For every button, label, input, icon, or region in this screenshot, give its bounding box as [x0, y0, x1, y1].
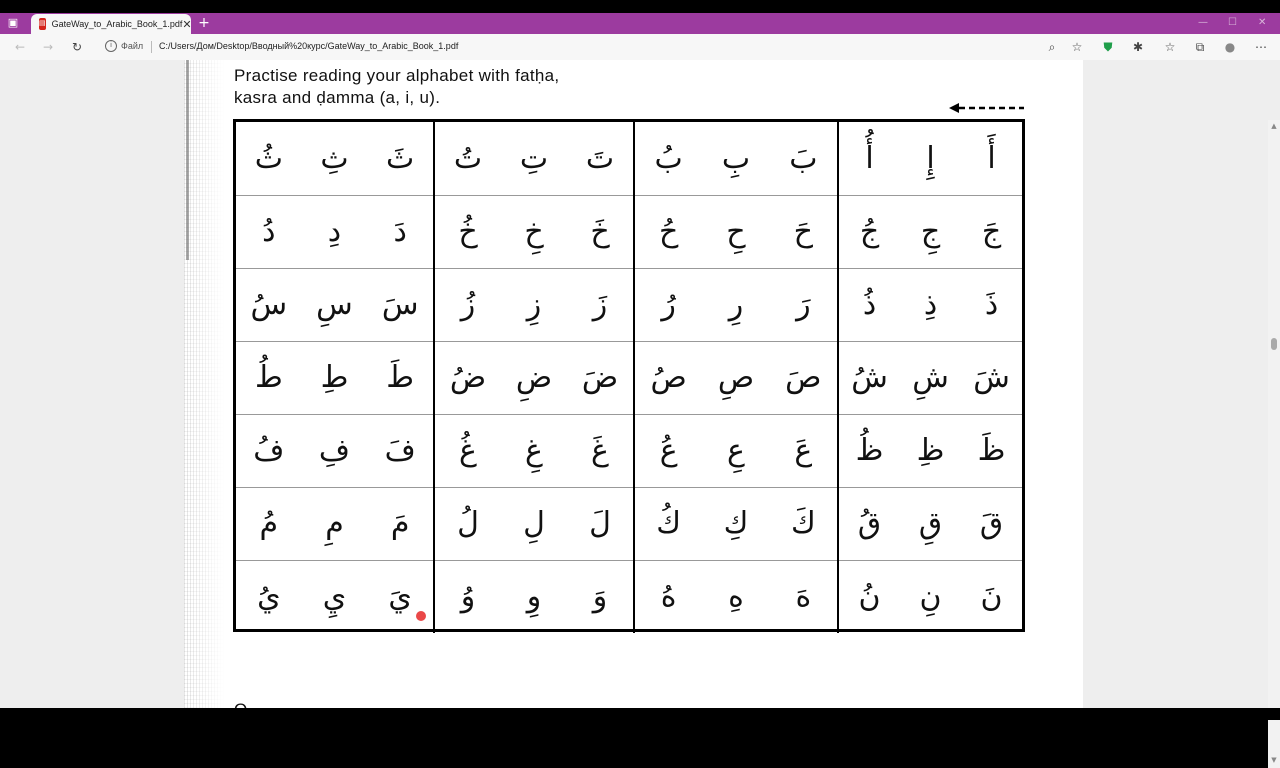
refresh-icon[interactable]: ↻ [71, 40, 83, 54]
letter-cell: ظُ [855, 432, 884, 468]
letter-cell: طِ [320, 359, 349, 395]
zoom-icon[interactable]: ⌕ [1048, 40, 1056, 54]
table-row [236, 414, 1022, 488]
favorites-icon[interactable]: ☆ [1164, 40, 1176, 54]
taskbar [0, 708, 1280, 720]
letter-cell: هَ [795, 578, 812, 614]
letter-cell: دُ [262, 213, 276, 249]
instruction-line-2: kasra and ḍamma (a, i, u). [234, 88, 441, 107]
letter-cell: شَ [973, 359, 1010, 395]
letter-cell: رِ [728, 286, 744, 322]
browser-toolbar [0, 34, 1280, 61]
letter-cell: فَ [384, 432, 416, 468]
letter-group [236, 487, 435, 560]
scroll-thumb[interactable] [1271, 338, 1277, 350]
letter-cell: طُ [254, 359, 283, 395]
letter-cell: مُ [259, 505, 279, 541]
tab-close-icon[interactable]: ✕ [182, 17, 192, 31]
letter-cell: خِ [524, 213, 544, 249]
back-icon[interactable]: ← [14, 40, 26, 54]
letter-cell: ضُ [449, 359, 487, 395]
letter-group [839, 414, 1022, 487]
letter-cell: رُ [661, 286, 676, 322]
shield-extension-icon[interactable]: ⛊ [1103, 40, 1113, 54]
letter-cell: بِ [721, 140, 751, 176]
menu-icon[interactable]: ⋯ [1255, 40, 1267, 54]
scroll-up-icon[interactable]: ▲ [1271, 122, 1277, 130]
letter-cell: ظِ [916, 432, 945, 468]
letter-cell: ذُ [862, 286, 877, 322]
pdf-page [184, 60, 1083, 708]
letter-group [435, 122, 635, 195]
vertical-scrollbar[interactable] [1268, 120, 1280, 768]
letter-cell: خَ [590, 213, 610, 249]
scan-shadow [184, 60, 224, 708]
site-info-button[interactable] [105, 40, 143, 52]
tab-actions-icon[interactable]: ▣ [7, 16, 19, 29]
letter-group [635, 560, 839, 633]
letter-cell: لُ [457, 505, 479, 541]
letter-cell: جِ [920, 213, 941, 249]
new-tab-button[interactable]: + [198, 15, 210, 31]
scan-edge-line [186, 60, 189, 260]
pdf-viewer [0, 60, 1280, 764]
site-info-label: Файл [121, 41, 144, 51]
letter-cell: هُ [660, 578, 677, 614]
letter-group [635, 122, 839, 195]
minimize-icon[interactable]: — [1198, 17, 1208, 28]
table-row [236, 560, 1022, 633]
table-row [236, 341, 1022, 415]
table-row [236, 122, 1022, 196]
letter-cell: ذَ [984, 286, 999, 322]
letter-cell: دِ [327, 213, 342, 249]
letter-cell: نِ [919, 578, 942, 614]
letter-group [635, 268, 839, 341]
letter-cell: زِ [526, 286, 542, 322]
alphabet-table [233, 119, 1025, 632]
letter-group [435, 195, 635, 268]
letter-cell: ضِ [515, 359, 553, 395]
letter-cell: غُ [459, 432, 477, 468]
letter-cell: صَ [785, 359, 822, 395]
letter-cell: غِ [525, 432, 543, 468]
letter-cell: بَ [789, 140, 818, 176]
letter-cell: صُ [650, 359, 687, 395]
letter-cell: رَ [796, 286, 811, 322]
letter-cell: وِ [526, 578, 542, 614]
letter-group [435, 341, 635, 414]
letter-cell: وُ [460, 578, 476, 614]
letter-cell: جُ [859, 213, 880, 249]
letter-cell: ثُ [254, 140, 283, 176]
letter-cell: عُ [659, 432, 678, 468]
letter-cell: قِ [918, 505, 943, 541]
address-divider [151, 41, 152, 53]
letter-cell: زَ [592, 286, 608, 322]
letter-cell: كِ [723, 505, 749, 541]
reading-direction-arrow-icon [949, 103, 1024, 113]
letter-cell: يَ [388, 578, 412, 614]
letter-cell: عَ [794, 432, 813, 468]
letter-cell: ظَ [977, 432, 1006, 468]
letter-cell: مَ [390, 505, 410, 541]
letter-group [435, 560, 635, 633]
letter-cell: ثَ [386, 140, 415, 176]
info-icon: i [105, 40, 117, 52]
letter-cell: هِ [728, 578, 744, 614]
letter-group [635, 341, 839, 414]
letter-cell: حُ [658, 213, 679, 249]
letter-group [839, 560, 1022, 633]
letter-cell: شِ [912, 359, 949, 395]
letter-group [435, 414, 635, 487]
letter-group [839, 122, 1022, 195]
instruction-text [234, 65, 734, 109]
profile-avatar[interactable]: ● [1224, 40, 1236, 54]
letter-cell: كَ [790, 505, 816, 541]
table-row [236, 195, 1022, 269]
letter-cell: أُ [865, 140, 874, 176]
letter-cell: حِ [726, 213, 746, 249]
letter-cell: زُ [460, 286, 476, 322]
scroll-down-icon[interactable]: ▼ [1271, 756, 1277, 764]
letter-cell: حَ [793, 213, 813, 249]
forward-icon[interactable]: → [42, 40, 54, 54]
letter-group [236, 122, 435, 195]
letter-cell: بُ [654, 140, 683, 176]
letter-cell: أَ [987, 140, 996, 176]
letter-cell: تِ [519, 140, 549, 176]
letter-cell: وَ [592, 578, 608, 614]
mouse-cursor [416, 611, 426, 621]
letter-cell: لَ [589, 505, 611, 541]
letter-cell: مِ [325, 505, 344, 541]
window-top-bar [0, 0, 1280, 13]
letter-group [236, 268, 435, 341]
close-window-icon[interactable]: ✕ [1258, 17, 1267, 28]
letter-group [635, 414, 839, 487]
favorite-star-icon[interactable]: ☆ [1071, 40, 1083, 54]
maximize-icon[interactable]: ☐ [1228, 17, 1237, 28]
letter-cell: ثِ [320, 140, 349, 176]
letter-cell: خُ [458, 213, 478, 249]
letter-group [635, 487, 839, 560]
letter-cell: كُ [656, 505, 682, 541]
letter-cell: قَ [979, 505, 1004, 541]
letter-cell: عِ [727, 432, 745, 468]
instruction-line-1: Practise reading your alphabet with fatḥa, [234, 66, 560, 85]
letter-cell: تَ [585, 140, 615, 176]
pdf-file-icon: ▤ [39, 18, 46, 30]
letter-cell: إِ [926, 140, 935, 176]
letter-group [839, 195, 1022, 268]
tab-title: GateWay_to_Arabic_Book_1.pdf [51, 19, 183, 29]
letter-cell: قُ [857, 505, 882, 541]
letter-cell: ضَ [581, 359, 619, 395]
letter-cell: غَ [591, 432, 609, 468]
letter-cell: صِ [717, 359, 755, 395]
letter-group [236, 341, 435, 414]
address-bar[interactable]: C:/Users/Дом/Desktop/Вводный%20курс/GateWay_to_Arabic_Book_1.pdf [159, 41, 459, 51]
letter-cell: نُ [858, 578, 881, 614]
table-row [236, 268, 1022, 342]
letter-cell: سُ [250, 286, 288, 322]
letter-cell: يِ [322, 578, 347, 614]
letter-group [236, 195, 435, 268]
letter-group [839, 487, 1022, 560]
collections-icon[interactable]: ⧉ [1195, 40, 1205, 54]
letter-cell: سَ [381, 286, 419, 322]
letter-cell: فِ [318, 432, 351, 468]
letter-group [236, 414, 435, 487]
table-row [236, 487, 1022, 561]
letter-group [635, 195, 839, 268]
letter-group [435, 487, 635, 560]
letter-cell: شُ [851, 359, 888, 395]
letter-cell: لِ [523, 505, 545, 541]
letter-cell: دَ [393, 213, 407, 249]
letter-cell: نَ [980, 578, 1003, 614]
letter-group [839, 341, 1022, 414]
letter-cell: سِ [316, 286, 353, 322]
letter-cell: فُ [253, 432, 285, 468]
extensions-icon[interactable]: ✱ [1132, 40, 1144, 54]
letter-group [839, 268, 1022, 341]
letter-cell: يُ [257, 578, 281, 614]
letter-cell: جَ [981, 213, 1002, 249]
letter-cell: ذِ [923, 286, 938, 322]
letter-group [435, 268, 635, 341]
tab-strip [0, 13, 1280, 34]
letter-cell: تُ [453, 140, 483, 176]
tab-pdf[interactable] [31, 14, 191, 34]
letter-group [236, 560, 435, 633]
letter-cell: طَ [386, 359, 415, 395]
